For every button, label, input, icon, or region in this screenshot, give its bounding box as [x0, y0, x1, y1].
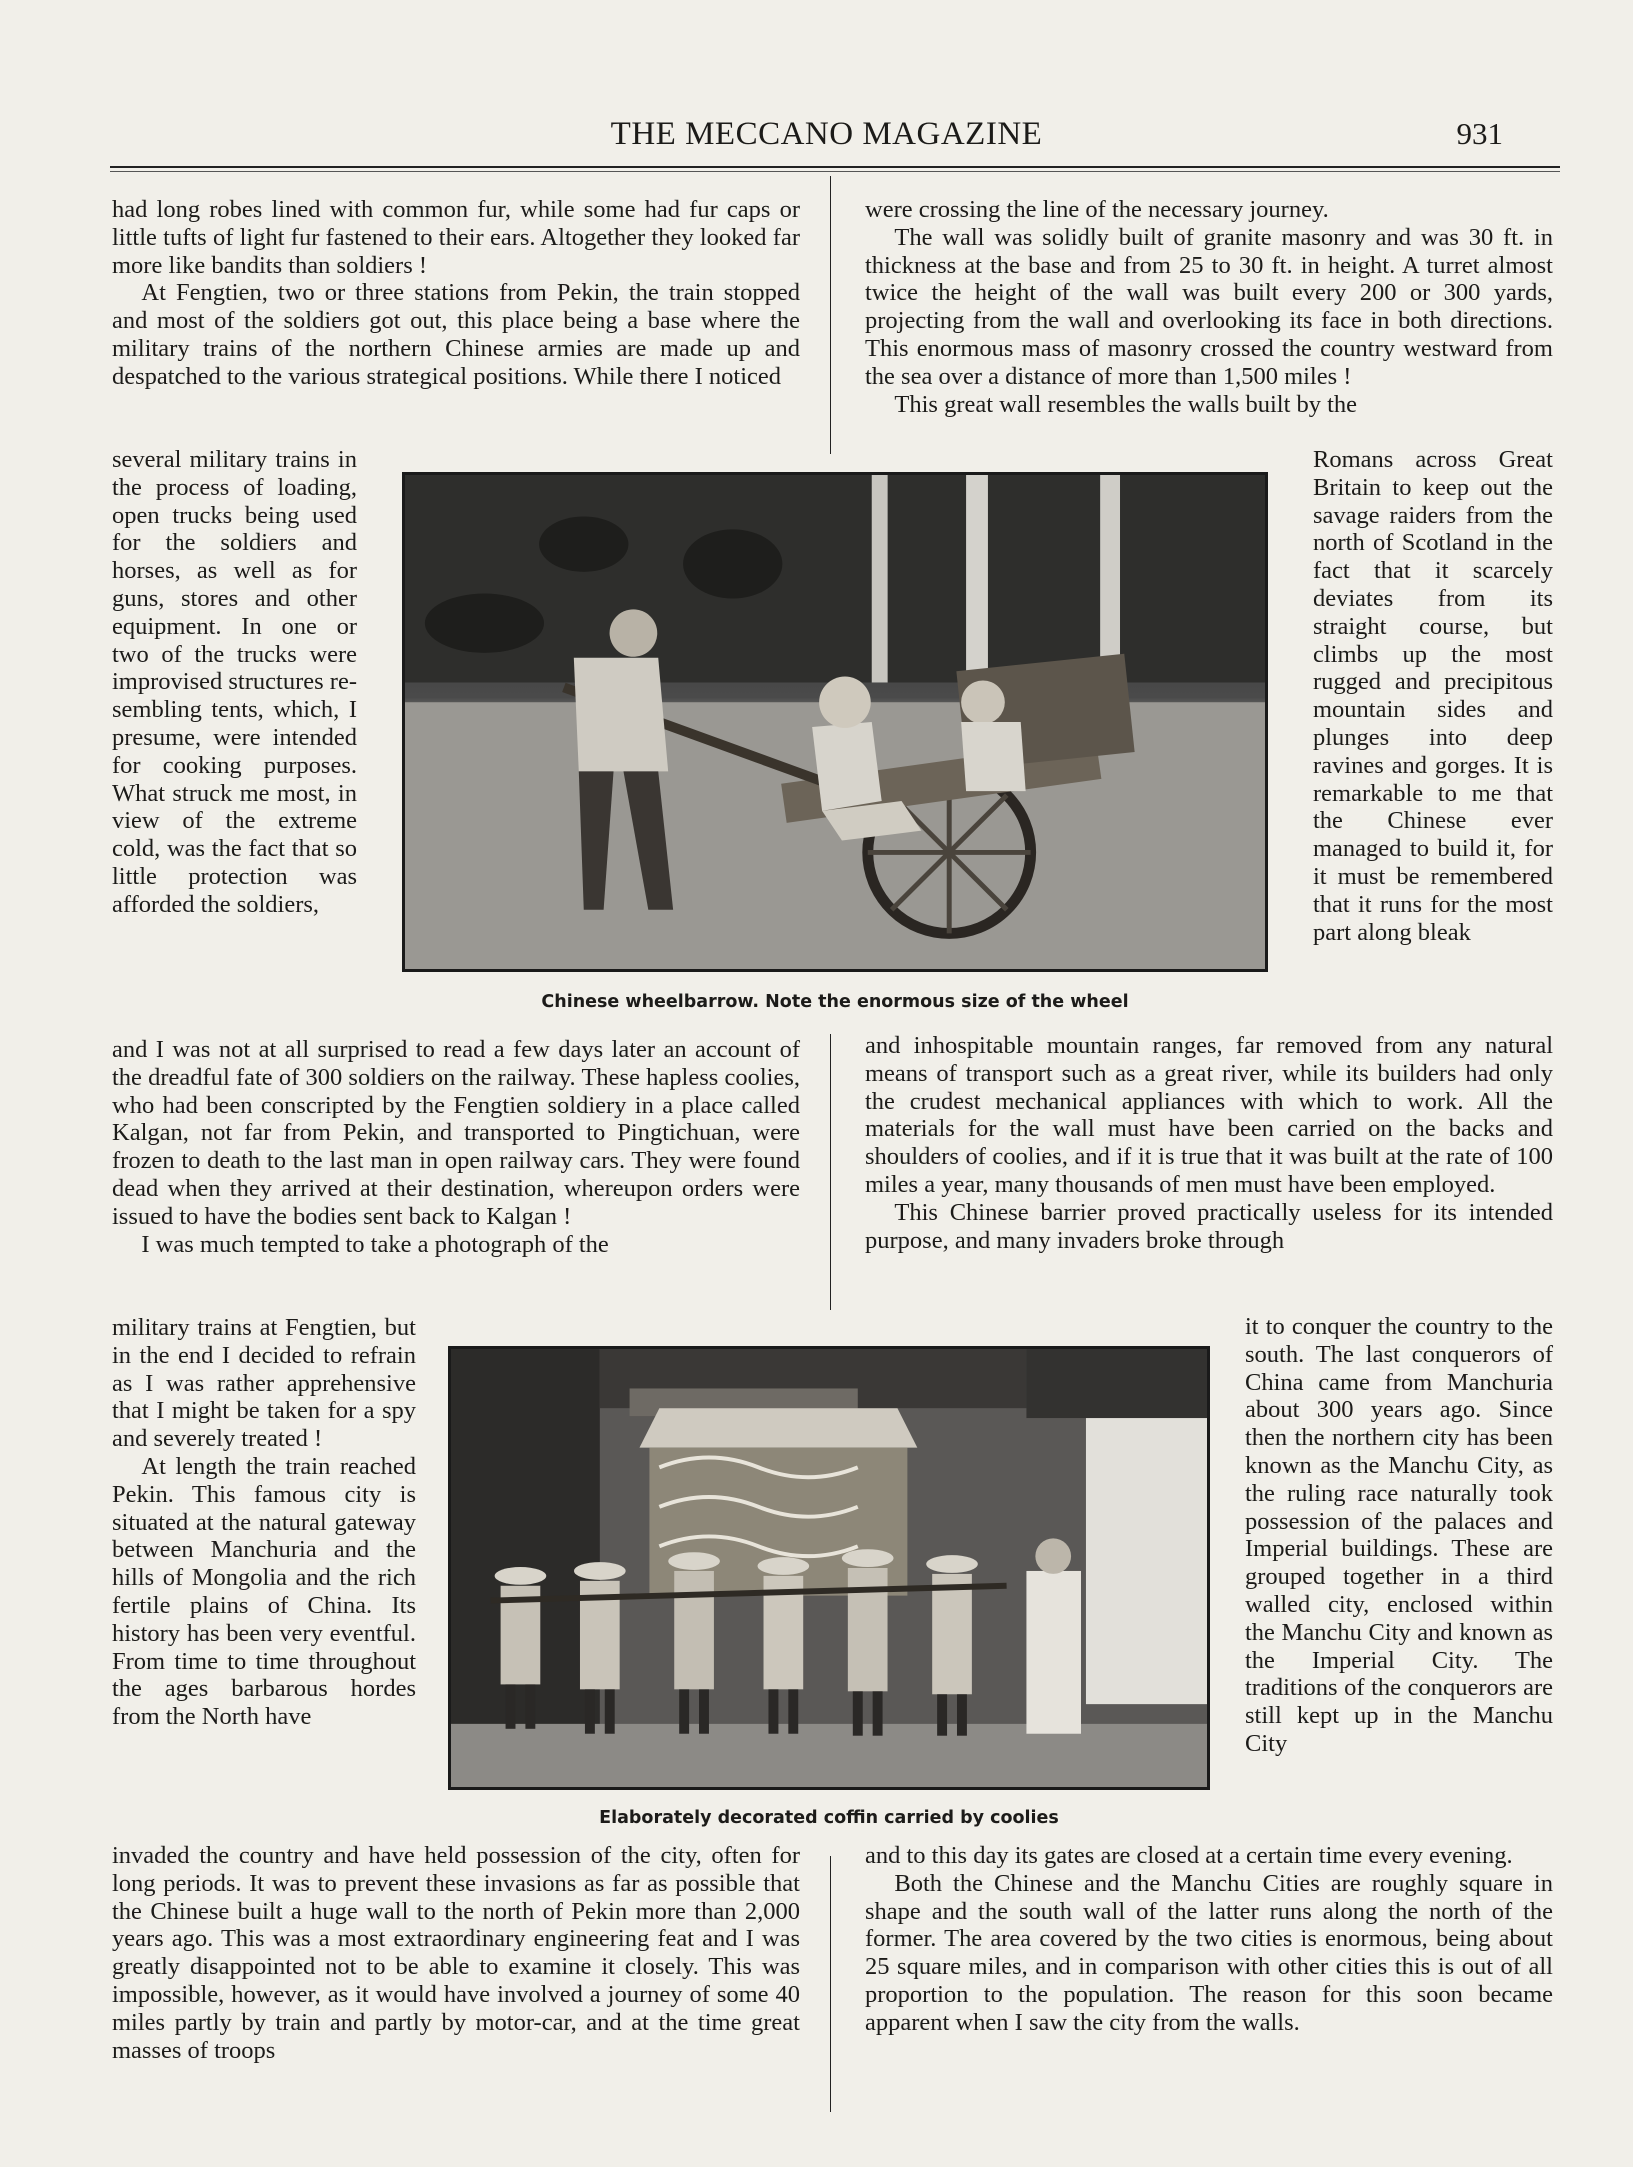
coffin-procession-illustration: [451, 1349, 1207, 1787]
paragraph: Romans across Great Britain to keep out the savage raiders from the north of Scotland in the fact that it scarcely deviates from its straight course, but climbs up the most rugged and precipitous mountain sides and plunges into deep ravines and gorges. It is remarkable to me that the Chinese ever managed to build it, for it must be remembered that it runs for the most part along bleak: [1313, 446, 1553, 946]
wheelbarrow-photo: [402, 472, 1268, 972]
paragraph: This great wall resembles the walls built by the: [894, 390, 1358, 418]
paragraph: it to conquer the country to the south. The last conquerors of China came from Manchuria about 300 years ago. Since then the northern city has been known as the Manchu City, as the ruling race naturally took possession of the palaces and Imperial buildings. These are grouped together in a third walled city, enclosed within the Manchu City and known as the Imperial City. The traditions of the conquerors are still kept up in the Manchu City: [1245, 1313, 1553, 1757]
paragraph: At length the train reached Pekin. This famous city is situated at the natural gateway between Manchuria and the hills of Mongolia and the rich fertile plains of China. Its history has been very eventful. From time to time throughout the ages barbarous hordes from the North have: [112, 1452, 416, 1731]
paragraph: I was much tempted to take a photograph of the: [141, 1230, 609, 1258]
coffin-procession-photo: [448, 1346, 1210, 1790]
paragraph: military trains at Fengtien, but in the end I decided to refrain as I was rather apprehensive that I might be taken for a spy and severely treated !: [112, 1314, 416, 1453]
column-divider-middle: [830, 1034, 831, 1310]
col1-narrow-text-1: [112, 446, 357, 919]
paragraph: At Fengtien, two or three stations from Pekin, the train stopped and most of the soldiers got out, this place being a base where the military trains of the northern Chinese armies are made up and despatched to the various strategical positions. While there I noticed: [112, 279, 800, 390]
paragraph: had long robes lined with common fur, while some had fur caps or little tufts of light fur fastened to their ears. Altogether they looked far more like bandits than soldiers !: [112, 196, 800, 279]
paragraph: and inhospitable mountain ranges, far removed from any natural means of transport such as a great river, while its builders had only the crudest mechanical appliances with which to work. All the materials for the wall must have been carried on the backs and shoulders of coolies, and if it is true that it was built at the rate of 100 miles a year, many thousands of men must have been employed.: [865, 1032, 1553, 1198]
wheelbarrow-illustration: [405, 475, 1265, 969]
paragraph: were crossing the line of the necessary journey.: [865, 196, 1329, 223]
column-divider-top: [830, 176, 831, 454]
paragraph: and I was not at all surprised to read a few days later an account of the dreadful fate of 300 soldiers on the railway. These hapless coolies, who had been conscripted by the Fengtien soldiery in a place called Kalgan, not far from Pekin, and transported to Pingtichuan, were frozen to death to the last man in open railway cars. They were found dead when they arrived at their destination, whereupon orders were issued to have the bodies sent back to Kalgan !: [112, 1036, 800, 1230]
paragraph: several military trains in the process of loading, open trucks being used for the soldiers and horses, as well as for guns, stores and other equipment. In one or two of the trucks were improvised structures resembling tents, which, I presume, were intended for cooking purposes. What struck me most, in view of the extreme cold, was the fact that so little protection was afforded the soldiers,: [112, 446, 357, 918]
col2-narrow-text-1: [1313, 446, 1553, 946]
col1-bottom-text: [112, 1842, 800, 2064]
header-rule-thin: [110, 171, 1560, 172]
magazine-title: THE MECCANO MAGAZINE: [610, 116, 1043, 152]
coffin-caption: Elaborately decorated coffin carried by coolies: [599, 1808, 1059, 1828]
paragraph: and to this day its gates are closed at a certain time every evening.: [865, 1842, 1513, 1869]
col2-narrow-text-2: [1245, 1313, 1553, 1758]
page-number: 931: [1456, 116, 1503, 151]
paragraph: invaded the country and have held possession of the city, often for long periods. It was to prevent these invasions as far as possible that the Chinese built a huge wall to the north of Pekin more than 2,000 years ago. This was a most extraordinary engineering feat and I was greatly disappointed not to be able to examine it closely. This was impossible, however, as it would have involved a journey of some 40 miles partly by train and partly by motor-car, and at the time great masses of troops: [112, 1842, 800, 2064]
col1-middle-text: [112, 1036, 800, 1258]
col2-middle-text: [865, 1032, 1553, 1254]
header-rule: [110, 166, 1560, 168]
page-header: [110, 116, 1543, 156]
col1-top-text: [112, 196, 800, 391]
col1-narrow-text-2: [112, 1314, 416, 1731]
column-divider-bottom: [830, 1856, 831, 2112]
paragraph: This Chinese barrier proved practically useless for its intended purpose, and many invaders broke through: [865, 1198, 1553, 1254]
paragraph: The wall was solidly built of granite masonry and was 30 ft. in thickness at the base and from 25 to 30 ft. in height. A turret almost twice the height of the wall was built every 200 or 300 yards, projecting from the wall and overlooking its face in both directions. This enormous mass of masonry crossed the country westward from the sea over a distance of more than 1,500 miles !: [865, 223, 1553, 390]
col2-top-text: [865, 196, 1553, 418]
paragraph: Both the Chinese and the Manchu Cities are roughly square in shape and the south wall of the latter runs along the north of the former. The area covered by the two cities is enormous, being about 25 square miles, and in comparison with other cities this is out of all proportion to the population. The reason for this soon became apparent when I saw the city from the walls.: [865, 1869, 1553, 2036]
col2-bottom-text: [865, 1842, 1553, 2037]
wheelbarrow-caption: Chinese wheelbarrow. Note the enormous size of the wheel: [541, 992, 1129, 1012]
